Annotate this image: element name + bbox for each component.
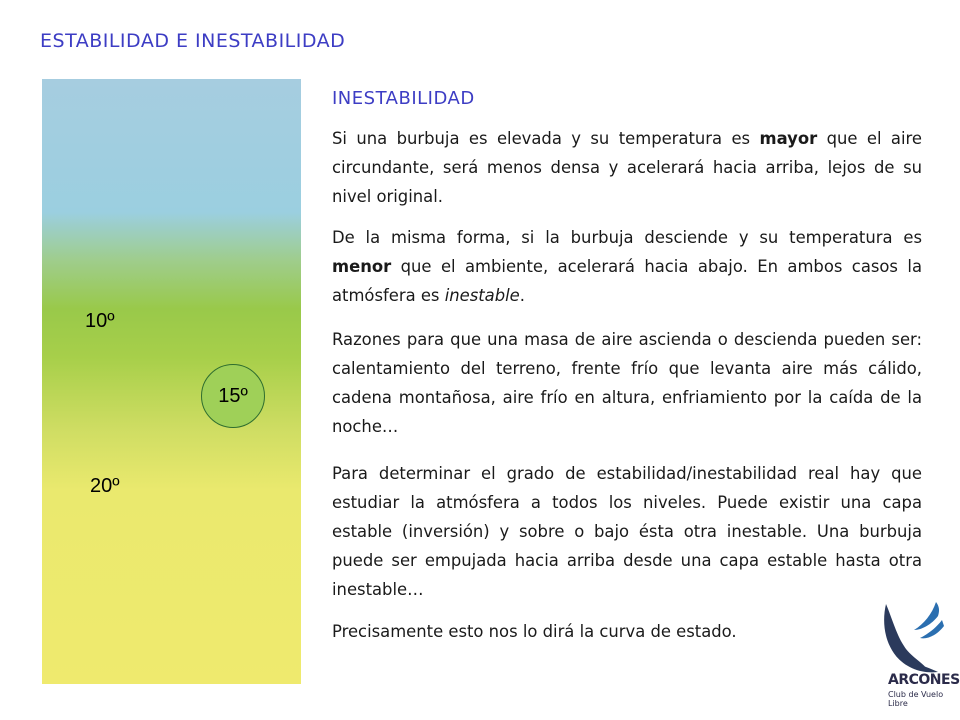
logo-subtitle: Club de Vuelo Libre bbox=[888, 690, 944, 708]
p2-text-a: De la misma forma, si la burbuja desciende y su temperatura es bbox=[332, 228, 922, 247]
p1-text-a: Si una burbuja es elevada y su temperatura es bbox=[332, 129, 760, 148]
p2-italic: inestable bbox=[444, 286, 520, 305]
paragraph-3: Razones para que una masa de aire ascienda o descienda pueden ser: calentamiento del terreno, frente frío que levanta aire más cálido, cadena montañosa, aire frío en altura, enfriamiento por la caída de la noche… bbox=[332, 330, 922, 436]
air-column-diagram bbox=[42, 79, 301, 684]
logo-name: ARCONES bbox=[888, 672, 960, 688]
p1-text-c: que el aire circundante, será menos densa y acelerará hacia arriba, lejos de su nivel original. bbox=[332, 129, 922, 206]
paragraph-2 bbox=[332, 223, 922, 310]
air-bubble bbox=[201, 364, 265, 428]
paragraph-1 bbox=[332, 124, 922, 211]
bubble-temperature-label: 15º bbox=[218, 384, 248, 407]
temperature-label-top: 10º bbox=[85, 310, 115, 332]
temperature-label-bottom: 20º bbox=[90, 475, 120, 497]
p2-text-c: que el ambiente, acelerará hacia abajo. En ambos casos la atmósfera es bbox=[332, 257, 922, 305]
p1-emphasis: mayor bbox=[759, 129, 818, 148]
paragraph-4: Para determinar el grado de estabilidad/inestabilidad real hay que estudiar la atmósfera a todos los niveles. Puede existir una capa estable (inversión) y sobre o bajo ésta otra inestable. Una burbuja puede ser empujada hacia arriba desde una capa estable hasta otra inestable… bbox=[332, 464, 922, 599]
section-heading: INESTABILIDAD bbox=[332, 88, 475, 109]
p2-text-e: . bbox=[519, 286, 525, 305]
slide-title: ESTABILIDAD E INESTABILIDAD bbox=[40, 30, 346, 52]
paragraph-5: Precisamente esto nos lo dirá la curva de estado. bbox=[332, 622, 737, 641]
p2-emphasis: menor bbox=[332, 257, 392, 276]
